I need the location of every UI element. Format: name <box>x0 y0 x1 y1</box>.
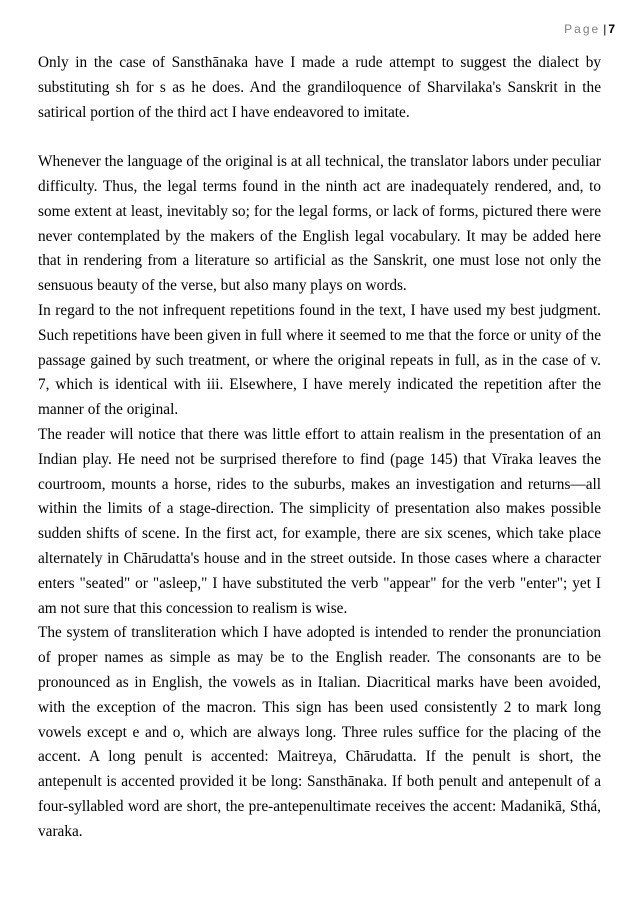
paragraph-technical-language: Whenever the language of the original is at all technical, the translator labors under peculiar difficulty. Thus, the legal terms found in the ninth act are inadequately rendered, and, to some extent at least, inevitably so; for the legal forms, or lack of forms, pictured there were never contemplated by the makers of the English legal vocabulary. It may be added here that in rendering from a literature so artificial as the Sanskrit, one must lose not only the sensuous beauty of the verse, but also many plays on words. <box>38 153 601 295</box>
paragraph-transliteration: The system of transliteration which I have adopted is intended to render the pronunciation of proper names as simple as may be to the English reader. The consonants are to be pronounced as in English, the vowels as in Italian. Diacritical marks have been avoided, with the exception of the macron. This sign has been used consistently 2 to mark long vowels except e and o, which are always long. Three rules suffice for the placing of the accent. A long penult is accented: Maitreya, Chārudatta. If the penult is short, the antepenult is accented provided it be long: Sansthānaka. If both penult and antepenult of a four-syllabled word are short, the pre-antepenultimate receives the accent: Madanikā, Sthá, varaka. <box>38 624 601 840</box>
page-label: Page <box>564 22 601 36</box>
page-separator: | <box>603 22 607 36</box>
document-body <box>38 51 601 845</box>
page-header <box>564 22 615 36</box>
paragraph-realism: The reader will notice that there was little effort to attain realism in the presentation of an Indian play. He need not be surprised therefore to find (page 145) that Vīraka leaves the courtroom, mounts a horse, rides to the suburbs, makes an investigation and returns—all within the limits of a stage-direction. The simplicity of presentation also makes possible sudden shifts of scene. In the first act, for example, there are six scenes, which take place alternately in Chārudatta's house and in the street outside. In those cases where a character enters "seated" or "asleep," I have substituted the verb "appear" for the verb "enter"; yet I am not sure that this concession to realism is wise. <box>38 425 601 617</box>
page-number: 7 <box>608 22 615 36</box>
paragraph-repetitions: In regard to the not infrequent repetitions found in the text, I have used my best judgment. Such repetitions have been given in full where it seemed to me that the force or unity of the passage gained by such treatment, or where the original repeats in full, as in the case of v. 7, which is identical with iii. Elsewhere, I have merely indicated the repetition after the manner of the original. <box>38 301 601 419</box>
paragraph-dialect: Only in the case of Sansthānaka have I made a rude attempt to suggest the dialect by substituting sh for s as he does. And the grandiloquence of Sharvilaka's Sanskrit in the satirical portion of the third act I have endeavored to imitate. <box>38 54 601 121</box>
